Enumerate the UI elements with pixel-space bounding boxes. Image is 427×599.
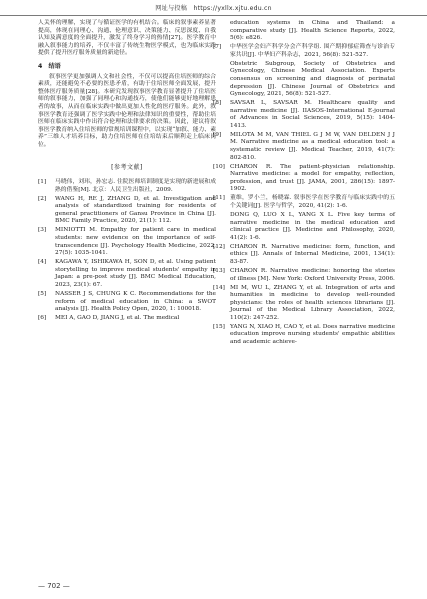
reference-text: KAGAWA Y, ISHIKAWA H, SON D, et al. Using patient storytelling to improve medical students' empathy in Japan: a pre-post study [J]. BMC Medical Education, 2023, 23(1): 67. [55,259,216,288]
reference-item [213,100,395,130]
reference-number: [11] [213,195,225,202]
page-number: — 702 — [38,582,70,590]
reference-number: [8] [213,100,222,107]
reference-item [213,324,395,347]
reference-item [38,315,216,323]
header-text: 网址与投稿 https://yxllx.xjtu.edu.cn [155,5,272,12]
reference-text: MINIOTTI M. Empathy for patient care in medical students: new evidence on the importance of self-transcendence [J]. Psychology Health Medicine, 2022, 27(5): 1035-1041. [55,227,216,257]
reference-item [213,132,395,162]
right-column [213,20,395,348]
reference-text: CHARON R. The patient-physician relationship. Narrative medicine: a model for empathy, reflection, profession, and trust [J]. JAMA, 2001, 286(15): 1897-1902. [230,163,395,193]
reference-number: [1] [38,179,47,186]
reference-item [213,268,395,283]
reference-text: MI M, WU L, ZHANG Y, et al. Integration of arts and humanities in medicine to develop well-rounded physicians: the roles of health sciences librarians [J]. Journal of the Medical Library Association, 2022, 110(2): 247-252. [230,284,395,321]
reference-item [213,285,395,323]
reference-text: 马晓伟，刘玮，孙宏志. 住院医师培训制度是实现的新进展和成熟的借鉴[M]. 北京：人民卫生出版社，2009. [55,179,216,193]
reference-number: [13] [213,267,225,274]
reference-text: Obstetric Subgroup, Society of Obstetrics and Gynecology, Chinese Medical Association. Experts consensus on screening and diagnosis of perinatal depression [J]. Chinese Journal of Obstetrics and Gynecology, 2021, 56(8): 521-527. [230,60,395,98]
reference-continuation: education systems in China and Thailand: a comparative study [J]. Health Science Reports, 2022, 5(6): e826. [230,20,395,42]
reference-item [38,179,216,194]
references-title: [参考文献] [111,163,143,171]
reference-number: [5] [38,290,47,297]
reference-number: [4] [38,259,47,266]
reference-text: 董维，罗小兰，杨晓霖. 叙事医学在医学教育与临床实践中的五个关键词[J]. 医学与哲学，2020, 41(2): 1-6. [230,195,395,209]
reference-item [213,244,395,267]
reference-number: [7] [213,44,222,51]
reference-item [38,227,216,257]
body-paragraph: 叙事医学更加强调人文和社会性，不仅可以提高住培医师的综合素质，还能避免不必要的医患矛盾，有助于住培医师全面发展，提升整体医疗服务质量[28]。本研究发现叙事医学教育显著提升了住培医师的叙事能力，加强了同理心和沟通技巧，使他们能够更好地理解患者的故事，从而在临床实践中做出更加人性化的医疗服务。此外，叙事医学教育还强调了医学实践中伦理和法律知识的重要性，帮助住培医师在临床实践中作出符合伦理和法律要求的决策。因此，建议将叙事医学教育纳入住培医师的常规培训课程中，以实现“加叙、能力、素养”三维人才培养目标，助力住培医师在住培结束后顺利走上临床岗位。 [38,73,216,148]
reference-number: [2] [38,195,47,202]
reference-number: [3] [38,227,47,234]
reference-text: DONG Q, LUO X L, YANG X L. Five key terms of narrative medicine in the medical education and clinical practice [J]. Medicine and Philosophy, 2020, 41(2): 1-6. [230,211,395,241]
body-paragraph: 人关怀的理解，实现了与循证医学的有机结合。临床的叙事素养显著提高，体现在同理心、沟通、伦理意识、决策能力、反思深度、自我认知及满意度的全面提升，激发了终身学习的热情[27]。医学教育中融入叙事能力的培养，不仅丰富了传统生物医学模式，也为临床实践提供了提升医疗服务质量的新途径。 [38,20,216,57]
reference-item [38,196,216,226]
reference-text: MILOTA M M, VAN THIEL G J M W, VAN DELDEN J J M. Narrative medicine as a medical education tool: a systematic review [J]. Medical Teacher, 2019, 41(7): 802-810. [230,131,395,161]
reference-text: YANG N, XIAO H, CAO Y, et al. Does narrative medicine education improve nursing students' empathic abilities and academic achieve- [230,323,395,346]
reference-number [213,61,230,99]
reference-item [38,291,216,314]
reference-item [38,259,216,289]
reference-text: NASSER J S, CHUNG K C. Recommendations for the reform of medical education in China: a SWOT analysis [J]. Health Policy Open, 2020, 1: 100018. [55,290,216,313]
reference-text: SAVSAR L, SAVSAR M. Healthcare quality and narrative medicine [J]. IIASOS-International E-journal of Advances in Social Sciences, 2019, 5(15): 1404-1413. [230,100,395,129]
reference-text: MEI A, GAO D, JIANG J, et al. The medical [55,315,180,322]
reference-number: [9] [213,131,222,138]
reference-number [213,212,230,242]
reference-item [213,44,395,59]
reference-item [213,61,395,99]
reference-item [213,195,395,210]
reference-item [213,164,395,194]
section-heading: 4 结语 [38,62,61,70]
reference-text: 中华医学会妇产科学分会产科学组. 围产期抑郁症筛查与诊治专家共识[J]. 中华妇产科杂志，2021, 56(8): 521-527. [230,44,395,58]
running-header [0,0,427,16]
reference-number: [14] [213,284,225,291]
left-column [38,20,216,324]
reference-item [213,212,395,242]
reference-number: [12] [213,243,225,250]
reference-text: CHARON R. Narrative medicine: honoring the stories of illness [M]. New York: Oxford University Press, 2006. [230,267,395,282]
reference-text: CHARON R. Narrative medicine: form, function, and ethics [J]. Annals of Internal Medicine, 2001, 134(1): 83-87. [230,243,395,265]
reference-number: [15] [213,323,225,330]
reference-number: [6] [38,315,47,322]
reference-text: WANG H, RE J, ZHANG D, et al. Investigation and analysis of standardized training for residents of general practitioners of Gansu Province in China [J]. BMC Family Practice, 2020, 21(1): 112. [55,195,216,225]
reference-number: [10] [213,163,225,170]
